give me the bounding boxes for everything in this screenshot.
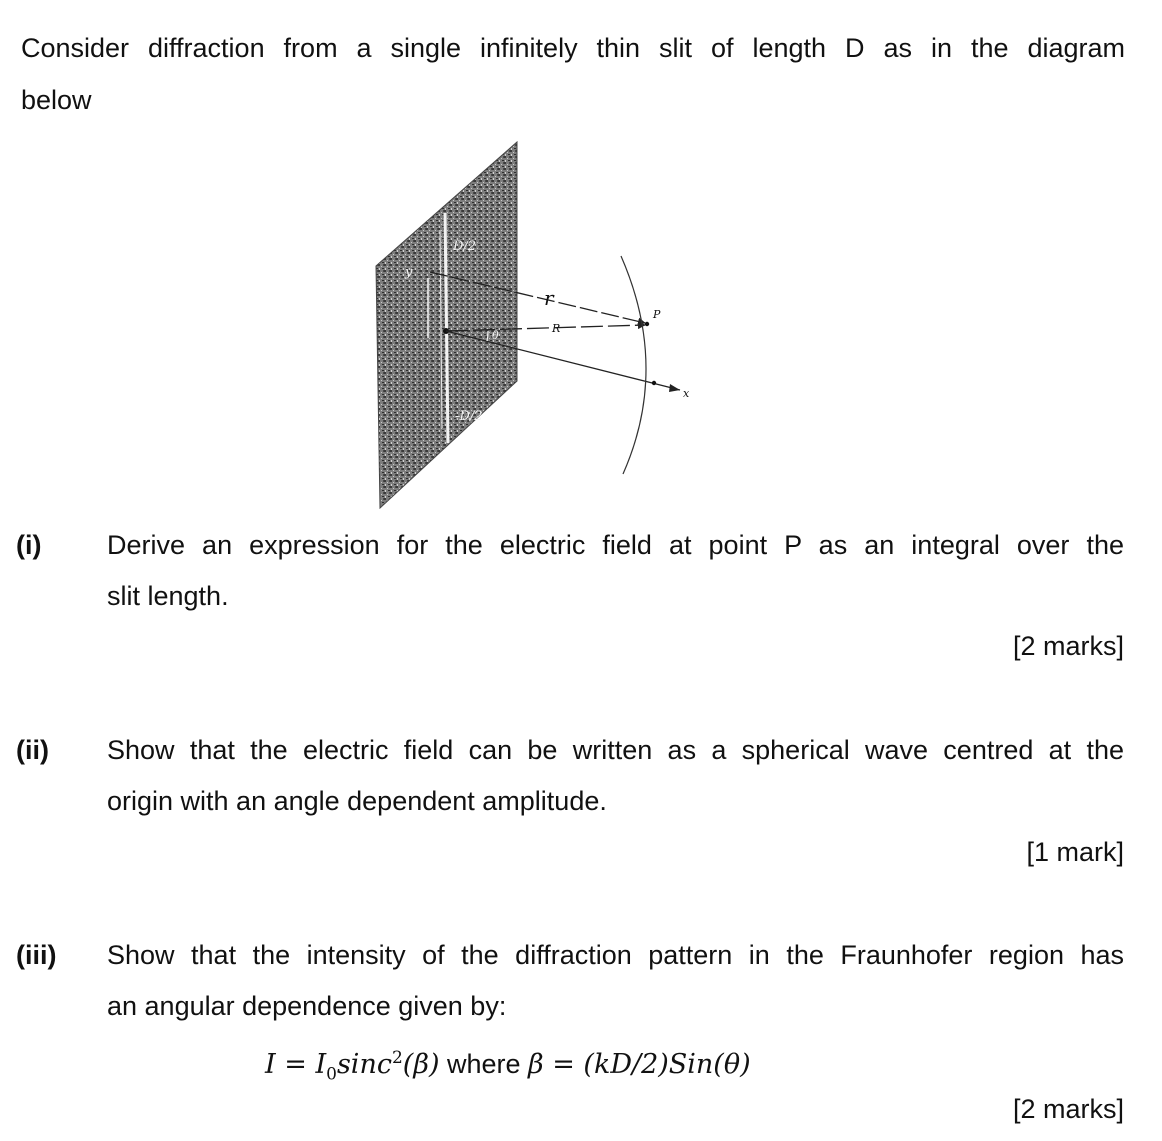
observation-arc [621,256,646,474]
label-p: P [653,308,661,321]
label-y: y [405,265,413,280]
slit-diffraction-diagram [360,138,700,513]
equation-subscript: 0 [326,1064,337,1085]
label-x: x [683,387,690,400]
label-theta: θ [492,329,499,342]
equation-lhs: I = I [265,1049,327,1080]
question-2-label: (ii) [16,735,49,765]
question-1-line-1: Derive an expression for the electric field at point P as an integral over the [107,530,1124,560]
intro-line-2: below [21,85,92,115]
question-3-marks: [2 marks] [1012,1094,1124,1124]
point-p [645,322,649,326]
equation-rhs: β = (kD/2)Sin(θ) [528,1049,751,1080]
equation-sinc: sinc [336,1049,392,1080]
question-2-marks: [1 mark] [1026,837,1124,867]
equation-where: where [439,1049,529,1079]
question-3-line-1: Show that the intensity of the diffraction pattern in the Fraunhofer region has [107,940,1124,970]
question-1-marks: [2 marks] [1012,631,1124,661]
label-half-d-bottom: -D/2 [455,409,483,424]
question-2-line-1: Show that the electric field can be written as a spherical wave centred at the [107,735,1124,765]
label-R: R [552,322,561,335]
intensity-equation [265,1042,751,1090]
question-1-line-2: slit length. [107,581,229,611]
x-axis-intersection [652,381,656,385]
label-r: r [544,286,554,310]
equation-argument: (β) [402,1049,440,1080]
question-3-label: (iii) [16,940,57,970]
label-half-d-top: D/2 [453,239,477,254]
question-3-line-2: an angular dependence given by: [107,991,507,1021]
question-1-label: (i) [16,530,42,560]
question-2-line-2: origin with an angle dependent amplitude. [107,786,607,816]
equation-superscript: 2 [391,1048,403,1068]
intro-line-1: Consider diffraction from a single infinitely thin slit of length D as in the diagram [21,33,1125,63]
